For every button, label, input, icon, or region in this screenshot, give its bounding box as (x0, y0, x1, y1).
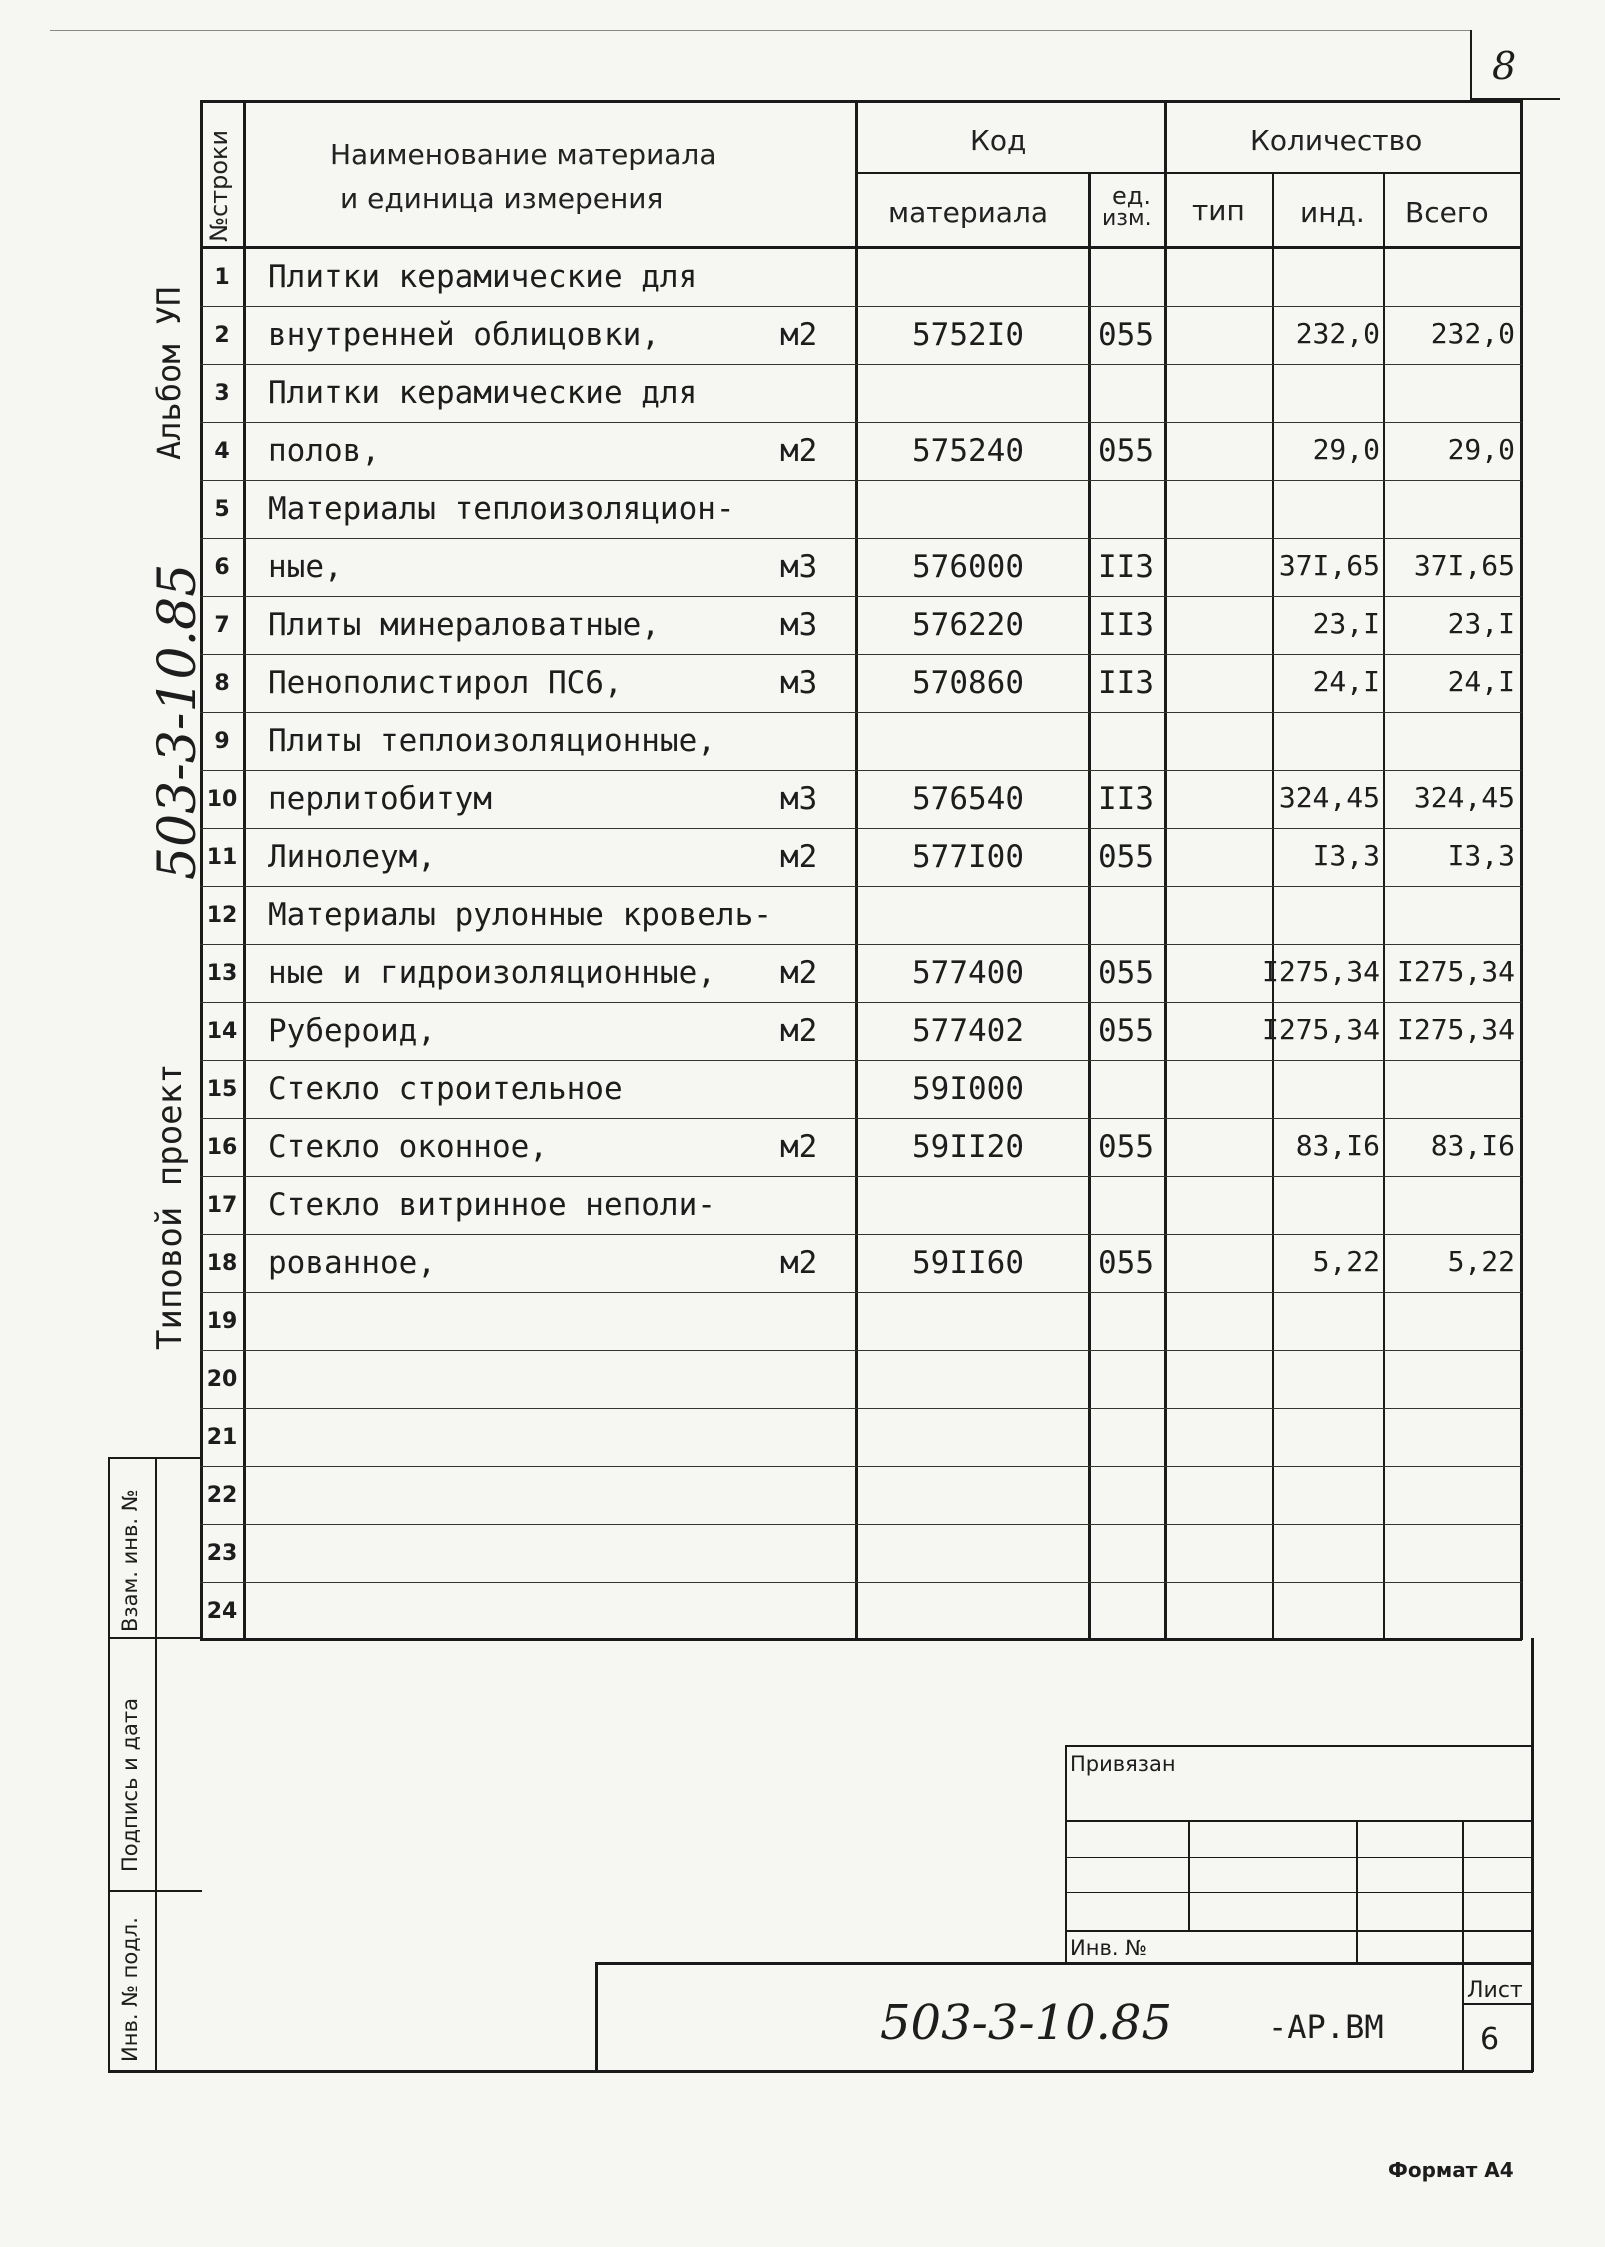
typical-project-label: Типовой проект (150, 1063, 190, 1350)
row-number: 9 (214, 729, 230, 754)
unit: м3 (780, 781, 818, 817)
qty-ind: 324,45 (1278, 781, 1380, 814)
row-number: 8 (214, 671, 230, 696)
row-number: 10 (206, 787, 238, 812)
unit: м2 (780, 1245, 818, 1281)
unit: м2 (780, 1129, 818, 1165)
row-number: 18 (206, 1251, 238, 1276)
unit-code: 055 (1098, 317, 1154, 353)
unit-code: 055 (1098, 1013, 1154, 1049)
row-number: 19 (206, 1309, 238, 1334)
material-name: ные и гидроизоляционные, (268, 955, 716, 991)
header-code-material: материала (888, 196, 1049, 229)
qty-ind: 83,I6 (1295, 1129, 1380, 1162)
material-code: 576220 (912, 607, 1024, 643)
material-name: полов, (268, 433, 380, 469)
album-label: Альбом УП (150, 286, 188, 460)
signature-date-label: Подпись и дата (118, 1698, 142, 1872)
material-name: внутренней облицовки, (268, 317, 660, 353)
qty-ind: I275,34 (1261, 955, 1380, 988)
material-name: Линолеум, (268, 839, 436, 875)
row-number: 15 (206, 1077, 238, 1102)
stamp-code-suffix: -АР.ВМ (1268, 2008, 1384, 2046)
row-number: 13 (206, 961, 238, 986)
material-code: 59II60 (912, 1245, 1024, 1281)
qty-total: 29,0 (1447, 433, 1515, 466)
row-number: 17 (206, 1193, 238, 1218)
inv-no-label: Инв. № (1070, 1936, 1148, 1960)
unit: м2 (780, 955, 818, 991)
qty-total: I3,3 (1447, 839, 1515, 872)
material-name: перлитобитум (268, 781, 492, 817)
unit-code: 055 (1098, 1129, 1154, 1165)
header-quantity: Количество (1250, 124, 1423, 157)
material-name: Плиты минераловатные, (268, 607, 660, 643)
header-qty-ind: инд. (1300, 196, 1365, 229)
material-code: 576540 (912, 781, 1024, 817)
unit: м3 (780, 549, 818, 585)
material-code: 570860 (912, 665, 1024, 701)
row-number: 24 (206, 1599, 238, 1624)
row-number: 23 (206, 1541, 238, 1566)
material-code: 577402 (912, 1013, 1024, 1049)
unit-code: 055 (1098, 433, 1154, 469)
material-name: Стекло витринное неполи- (268, 1187, 716, 1223)
material-code: 577I00 (912, 839, 1024, 875)
header-code: Код (970, 124, 1027, 157)
material-code: 575240 (912, 433, 1024, 469)
page-number: 8 (1492, 44, 1517, 88)
qty-total: 24,I (1447, 665, 1515, 698)
qty-ind: 24,I (1312, 665, 1380, 698)
unit: м2 (780, 839, 818, 875)
material-code: 576000 (912, 549, 1024, 585)
header-qty-type: тип (1192, 194, 1245, 227)
qty-total: 23,I (1447, 607, 1515, 640)
row-number: 22 (206, 1483, 238, 1508)
material-code: 5752I0 (912, 317, 1024, 353)
qty-total: 232,0 (1430, 317, 1515, 350)
material-name: Материалы рулонные кровель- (268, 897, 772, 933)
material-name: Стекло оконное, (268, 1129, 548, 1165)
material-code: 59I000 (912, 1071, 1024, 1107)
row-number: 21 (206, 1425, 238, 1450)
row-number: 16 (206, 1135, 238, 1160)
row-number: 11 (206, 845, 238, 870)
material-code: 577400 (912, 955, 1024, 991)
qty-total: 324,45 (1413, 781, 1515, 814)
sheet-number: 6 (1480, 2022, 1500, 2057)
qty-ind: 5,22 (1312, 1245, 1380, 1278)
qty-ind: 37I,65 (1278, 549, 1380, 582)
unit: м2 (780, 317, 818, 353)
material-name: Плиты теплоизоляционные, (268, 723, 716, 759)
row-number: 12 (206, 903, 238, 928)
attached-label: Привязан (1070, 1752, 1176, 1776)
material-name: Рубероид, (268, 1013, 436, 1049)
unit-code: 055 (1098, 839, 1154, 875)
material-name: Стекло строительное (268, 1071, 623, 1107)
header-name-line1: Наименование материала (330, 138, 717, 171)
row-number: 2 (214, 323, 230, 348)
unit: м3 (780, 665, 818, 701)
material-name: рованное, (268, 1245, 436, 1281)
header-code-unit-1: ед. (1112, 182, 1151, 210)
row-number: 20 (206, 1367, 238, 1392)
row-number: 1 (214, 265, 230, 290)
unit-code: II3 (1098, 781, 1154, 817)
row-number: 5 (214, 497, 230, 522)
qty-total: 83,I6 (1430, 1129, 1515, 1162)
material-name: Пенополистирол ПС6, (268, 665, 623, 701)
row-number: 7 (214, 613, 230, 638)
row-number: 3 (214, 381, 230, 406)
material-name: Плитки керамические для (268, 259, 698, 295)
header-code-unit-2: изм. (1102, 206, 1152, 231)
qty-ind: 29,0 (1312, 433, 1380, 466)
format-note: Формат А4 (1388, 2158, 1514, 2182)
header-row-no: №строки (205, 129, 233, 242)
vzam-inv-label: Взам. инв. № (118, 1489, 142, 1632)
unit-code: II3 (1098, 607, 1154, 643)
material-name: Материалы теплоизоляцион- (268, 491, 735, 527)
qty-total: I275,34 (1396, 1013, 1515, 1046)
unit: м2 (780, 433, 818, 469)
header-qty-total: Всего (1405, 196, 1489, 229)
sheet-label: Лист (1467, 1978, 1523, 2003)
unit-code: II3 (1098, 665, 1154, 701)
row-number: 4 (214, 439, 230, 464)
qty-total: 37I,65 (1413, 549, 1515, 582)
stamp-project-code: 503-3-10.85 (880, 1995, 1173, 2051)
unit-code: 055 (1098, 1245, 1154, 1281)
qty-ind: I275,34 (1261, 1013, 1380, 1046)
material-name: ные, (268, 549, 343, 585)
row-number: 6 (214, 555, 230, 580)
row-number: 14 (206, 1019, 238, 1044)
inv-podl-label: Инв. № подл. (118, 1917, 142, 2062)
qty-ind: 232,0 (1295, 317, 1380, 350)
unit: м2 (780, 1013, 818, 1049)
unit-code: 055 (1098, 955, 1154, 991)
qty-total: 5,22 (1447, 1245, 1515, 1278)
qty-ind: I3,3 (1312, 839, 1380, 872)
material-name: Плитки керамические для (268, 375, 698, 411)
margin-project-code: 503-3-10.85 (148, 563, 208, 880)
unit: м3 (780, 607, 818, 643)
unit-code: II3 (1098, 549, 1154, 585)
qty-ind: 23,I (1312, 607, 1380, 640)
qty-total: I275,34 (1396, 955, 1515, 988)
material-code: 59II20 (912, 1129, 1024, 1165)
header-name-line2: и единица измерения (340, 182, 664, 215)
